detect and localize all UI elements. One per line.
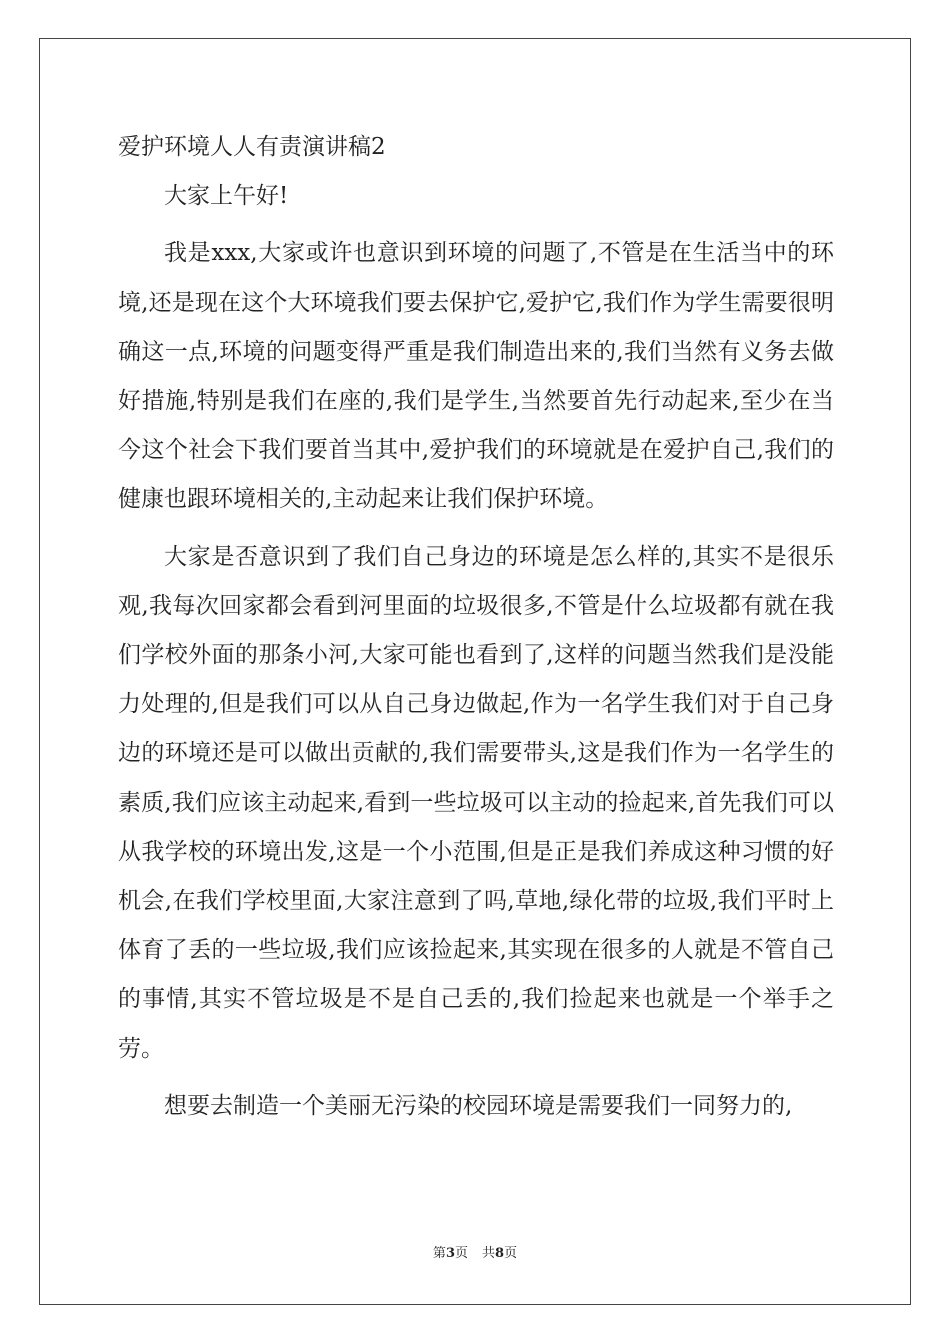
page-footer (0, 1245, 950, 1263)
page-label-prefix: 第 (432, 1246, 446, 1261)
paragraph-body: 大家是否意识到了我们自己身边的环境是怎么样的,其实不是很乐观,我每次回家都会看到河里面的垃圾很多,不管是什么垃圾都有就在我们学校外面的那条小河,大家可能也看到了,这样的问题当然我们是没能力处理的,但是我们可以从自己身边做起,作为一名学生我们对于自己身边的环境还是可以做出贡献的,我们需要带头,这是我们作为一名学生的素质,我们应该主动起来,看到一些垃圾可以主动的捡起来,首先我们可以从我学校的环境出发,这是一个小范围,但是正是我们养成这种习惯的好机会,在我们学校里面,大家注意到了吗,草地,绿化带的垃圾,我们平时上体育了丢的一些垃圾,我们应该捡起来,其实现在很多的人就是不管自己的事情,其实不管垃圾是不是自己丢的,我们捡起来也就是一个举手之劳。 (118, 543, 834, 1062)
total-pages-number: 8 (495, 1246, 505, 1261)
paragraph-closing: 想要去制造一个美丽无污染的校园环境是需要我们一同努力的, (164, 1092, 793, 1119)
paragraph-intro: 我是xxx,大家或许也意识到环境的问题了,不管是在生活当中的环境,还是现在这个大环境我们要去保护它,爱护它,我们作为学生需要很明确这一点,环境的问题变得严重是我们制造出来的,我们当然有义务去做好措施,特别是我们在座的,我们是学生,当然要首先行动起来,至少在当今这个社会下我们要首当其中,爱护我们的环境就是在爱护自己,我们的健康也跟环境相关的,主动起来让我们保护环境。 (118, 240, 834, 513)
document-title: 爱护环境人人有责演讲稿2 (118, 134, 386, 160)
paragraph-greeting: 大家上午好! (164, 183, 289, 210)
total-label-prefix: 共 (482, 1246, 496, 1261)
total-label-suffix: 页 (504, 1246, 518, 1261)
page-label-suffix: 页 (454, 1246, 468, 1261)
current-page-number: 3 (445, 1246, 455, 1261)
document-body (118, 123, 834, 1131)
